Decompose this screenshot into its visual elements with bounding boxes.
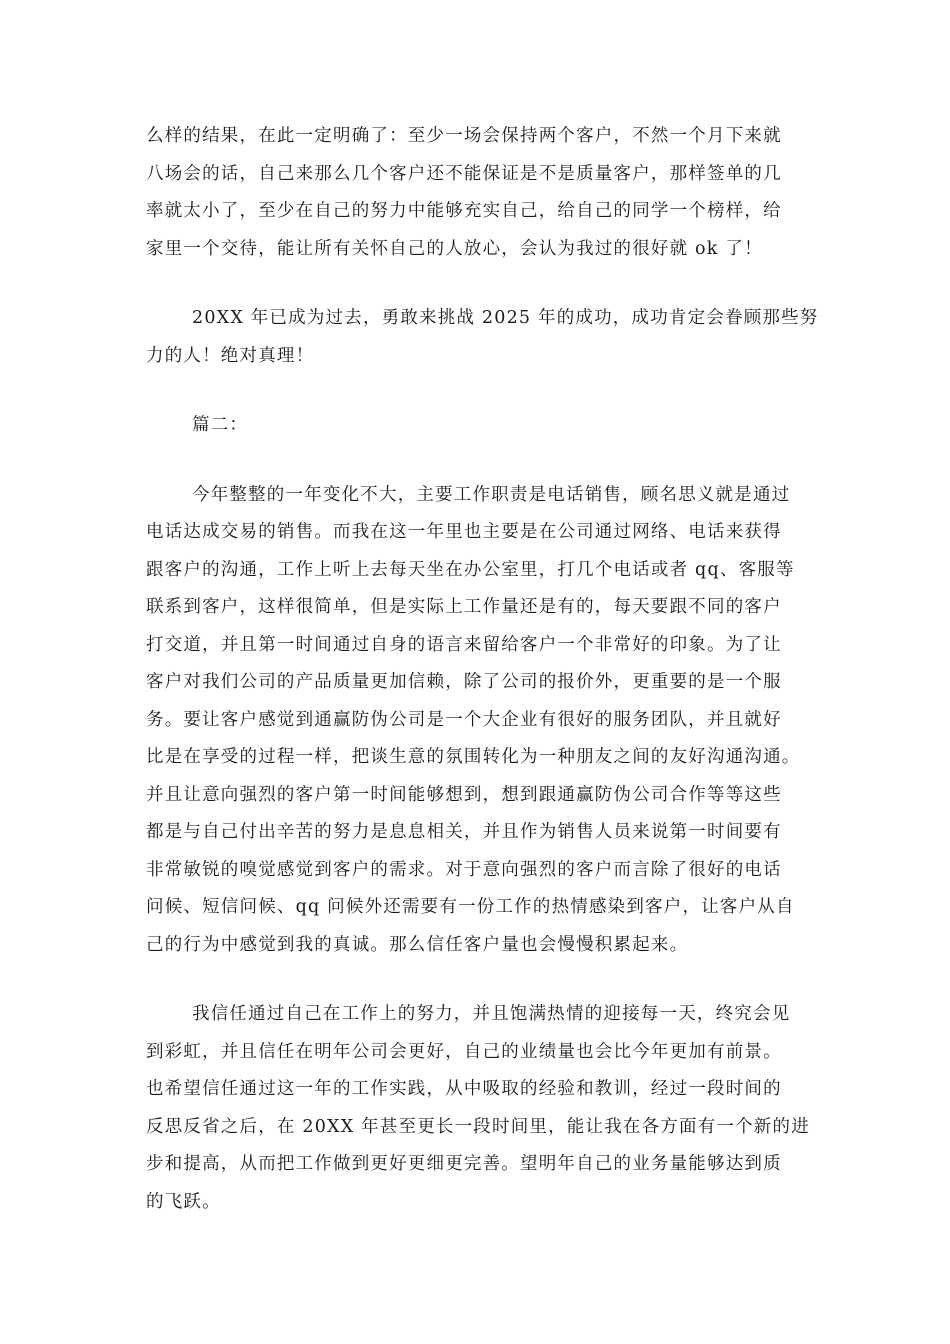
text-line: 步和提高，从而把工作做到更好更细更完善。望明年自己的业务量能够达到质 [146, 1154, 782, 1174]
text-line: 比是在享受的过程一样，把谈生意的氛围转化为一种朋友之间的友好沟通沟通。 [146, 747, 801, 767]
paragraph-summary [146, 118, 806, 268]
text-line: 今年整整的一年变化不大，主要工作职责是电话销售，顾名思义就是通过 [192, 484, 791, 505]
text-line: 力的人！绝对真理！ [146, 345, 315, 366]
text-line: 么样的结果，在此一定明确了：至少一场会保持两个客户，不然一个月下来就 [146, 126, 782, 146]
text-line: 联系到客户，这样很简单，但是实际上工作量还是有的，每天要跟不同的客户 [146, 597, 782, 617]
text-line: 客户对我们公司的产品质量更加信赖，除了公司的报价外，更重要的是一个服 [146, 672, 782, 692]
document-page [146, 118, 819, 1221]
paragraph-outlook [146, 996, 810, 1221]
text-line: 跟客户的沟通，工作上听上去每天坐在办公室里，打几个电话或者 qq、客服等 [146, 559, 795, 580]
text-line: 务。要让客户感觉到通赢防伪公司是一个大企业有很好的服务团队，并且就好 [146, 709, 782, 730]
paragraph-gap [146, 964, 806, 996]
text-line: 都是与自己付出辛苦的努力是息息相关，并且作为销售人员来说第一时间要有 [146, 822, 782, 842]
text-line: 也希望信任通过这一年的工作实践，从中吸取的经验和教训，经过一段时间的 [146, 1079, 782, 1099]
paragraph-gap [146, 445, 806, 477]
text-line: 率就太小了，至少在自己的努力中能够充实自己，给自己的同学一个榜样，给 [146, 201, 782, 221]
text-line: 到彩虹，并且信任在明年公司会更好，自己的业绩量也会比今年更加有前景。 [146, 1041, 782, 1062]
text-line: 家里一个交待，能让所有关怀自己的人放心，会认为我过的很好就 ok 了！ [146, 238, 763, 259]
text-line: 反思反省之后，在 20XX 年甚至更长一段时间里，能让我在各方面有一个新的进 [146, 1116, 810, 1137]
text-line: 打交道，并且第一时间通过自身的语言来留给客户一个非常好的印象。为了让 [146, 634, 782, 655]
paragraph-challenge [146, 300, 819, 375]
text-line: 非常敏锐的嗅觉感觉到客户的需求。对于意向强烈的客户而言除了很好的电话 [146, 859, 782, 880]
paragraph-gap [146, 268, 806, 300]
text-line: 并且让意向强烈的客户第一时间能够想到，想到跟通赢防伪公司合作等等这些 [146, 784, 782, 805]
text-line: 电话达成交易的销售。而我在这一年里也主要是在公司通过网络、电话来获得 [146, 522, 782, 542]
paragraph-work-summary [146, 477, 806, 965]
section-heading [146, 407, 806, 445]
text-line: 己的行为中感觉到我的真诚。那么信任客户量也会慢慢积累起来。 [146, 934, 689, 955]
section-title: 篇二： [192, 415, 249, 435]
text-line: 八场会的话，自己来那么几个客户还不能保证是不是质量客户，那样签单的几 [146, 163, 782, 184]
paragraph-gap [146, 375, 806, 407]
text-line: 问候、短信问候、qq 问候外还需要有一份工作的热情感染到客户，让客户从自 [146, 897, 795, 917]
text-line: 20XX 年已成为过去，勇敢来挑战 2025 年的成功，成功肯定会眷顾那些努 [192, 308, 819, 328]
text-line: 的飞跃。 [146, 1191, 221, 1212]
text-line: 我信任通过自己在工作上的努力，并且饱满热情的迎接每一天，终究会见 [192, 1004, 791, 1024]
